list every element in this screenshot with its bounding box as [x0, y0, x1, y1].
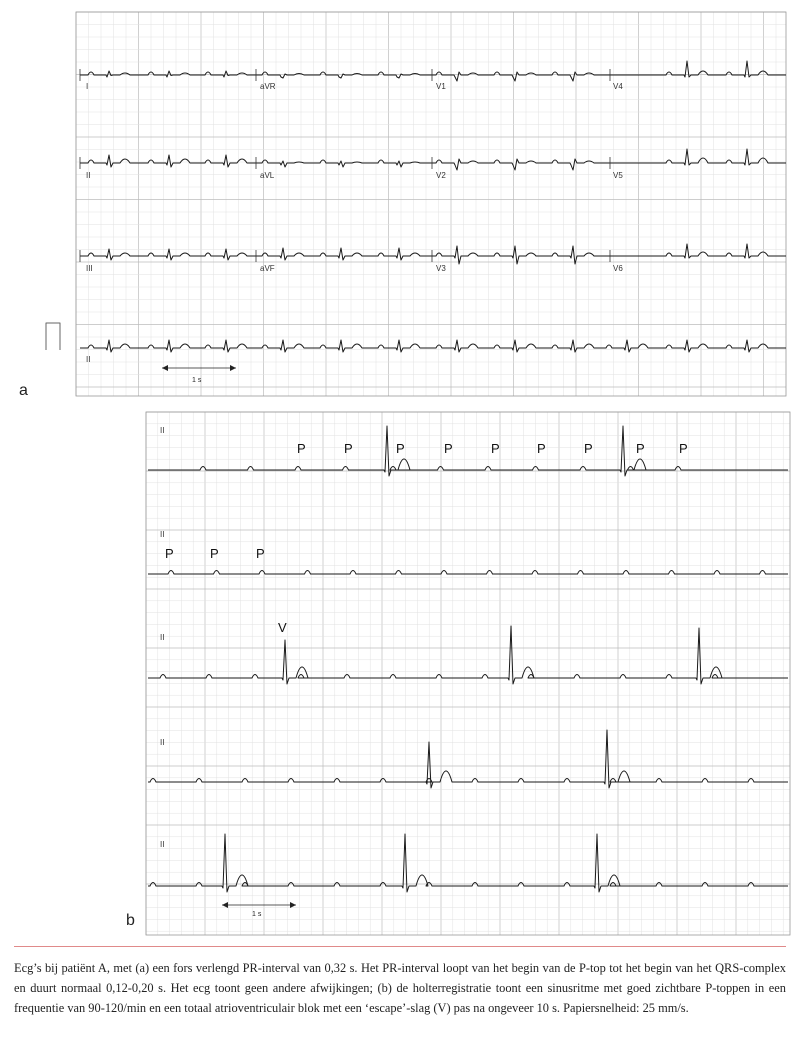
strip-lead-2: II [160, 530, 165, 539]
lead-label-V1: V1 [436, 82, 446, 91]
figure-caption: Ecg’s bij patiënt A, met (a) een fors verlengd PR-interval van 0,32 s. Het PR-interval loopt van het begin van de P-top tot het begin van het QRS-complex en duurt normaal 0,12-0,20 s. Het ecg toont geen andere afwijkingen; (b) de holterregistratie toont een sinusritme met goed zichtbare P-toppen in een frequentie van 90-120/min en een totaal atrioventriculair blok met een ‘escape’-slag (V) pas na ongeveer 10 s. Papiersnelheid: 25 mm/s. [14, 961, 786, 1015]
p-marker: P [297, 441, 306, 456]
lead-label-aVF: aVF [260, 264, 275, 273]
p-marker: P [491, 441, 500, 456]
p-marker: P [256, 546, 265, 561]
p-marker: P [165, 546, 174, 561]
scale-label-a: 1 s [192, 377, 202, 384]
lead-label-I: I [86, 82, 89, 91]
p-marker: P [584, 441, 593, 456]
traces-b [148, 426, 788, 892]
panel-label-a: a [19, 382, 28, 399]
caption-rule [14, 946, 786, 947]
lead-label-V5: V5 [613, 171, 623, 180]
grid-a [76, 12, 786, 396]
p-marker: P [679, 441, 688, 456]
strip-lead-5: II [160, 840, 165, 849]
scale-label-b: 1 s [252, 911, 262, 918]
lead-label-aVL: aVL [260, 171, 275, 180]
scale-bar-b [222, 902, 296, 918]
p-marker: P [537, 441, 546, 456]
p-marker: P [210, 546, 219, 561]
p-marker: P [344, 441, 353, 456]
v-marker: V [278, 620, 287, 635]
lead-label-V2: V2 [436, 171, 446, 180]
lead-label-V6: V6 [613, 264, 623, 273]
strip-lead-1: II [160, 426, 165, 435]
panel-label-b: b [126, 912, 135, 929]
lead-label-II-rhythm: II [86, 355, 91, 364]
traces-a [80, 61, 786, 352]
p-marker: P [396, 441, 405, 456]
ecg-panel-b [0, 400, 800, 940]
grid-b [146, 412, 790, 935]
lead-label-aVR: aVR [260, 82, 276, 91]
strip-lead-3: II [160, 633, 165, 642]
calibration-pulse [46, 323, 60, 350]
lead-label-V4: V4 [613, 82, 623, 91]
p-marker: P [636, 441, 645, 456]
lead-label-II: II [86, 171, 91, 180]
lead-label-V3: V3 [436, 264, 446, 273]
lead-label-III: III [86, 264, 93, 273]
p-marker: P [444, 441, 453, 456]
strip-lead-4: II [160, 738, 165, 747]
ecg-panel-a [0, 0, 800, 400]
